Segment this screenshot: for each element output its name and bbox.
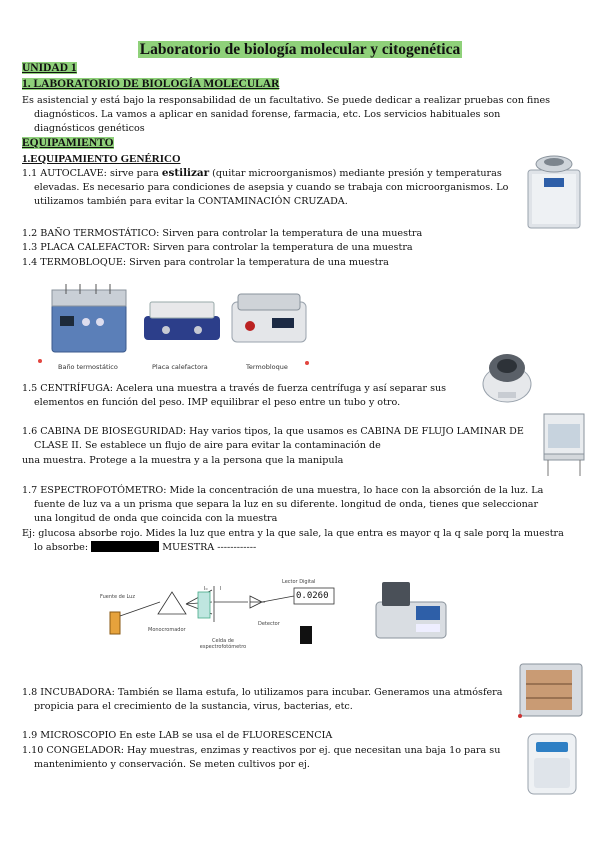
section1-line-1: Es asistencial y está bajo la responsabilidad de un facultativo. Se puede dedicar a realizar pruebas con fines [22,95,551,106]
diagram-cell-label: Celda de espectrofotómetro [199,638,247,650]
diagram-detector: Detector [258,621,280,627]
termobloque-image [228,288,312,346]
centrifuga-line-2: elementos en función del peso. IMP equilibrar el peso entre un tubo y otro. [34,397,401,408]
caption-placa: Placa calefactora [152,363,208,371]
diagram-source-label: Fuente de Luz [100,594,135,600]
unit-heading: UNIDAD 1 [22,62,77,74]
placa-calefactora-image [140,292,224,346]
autoclave-line-2: elevadas. Es necesario para condiciones de asepsia y cuando se trabaja con microorganismos. Lo [34,182,509,193]
autoclave-line-3: utilizamos también para evitar la CONTAMINACIÓN CRUZADA. [34,196,348,207]
espectro-line-4: Ej: glucosa absorbe rojo. Mides la luz que entra y la que sale, la que entra es mayor q la q sale porq la muestra [22,528,564,539]
bano-termostatico-image [46,280,132,358]
cabina-bioseguridad-image [540,412,588,478]
caption-bano: Baño termostático [58,363,118,371]
page-title: Laboratorio de biología molecular y citogenética [139,41,461,58]
congelador-image [520,728,584,798]
section1-heading: 1. LABORATORIO DE BIOLOGÍA MOLECULAR [22,78,280,90]
espectro-line-3: una longitud de onda que coincida con la muestra [34,513,278,524]
diagram-i0-label: I₀ [204,586,208,592]
generic-equipment-heading: 1.EQUIPAMIENTO GENÉRICO [22,153,181,165]
centrifuga-line-1: 1.5 CENTRÍFUGA: Acelera una muestra a través de fuerza centrífuga y así separar sus [22,383,447,394]
espectro-line-2: fuente de luz va a un prisma que separa la luz en su diferente. longitud de onda, tienes que seleccionar [34,499,539,510]
red-dot [38,359,42,363]
diagram-i-label: I [220,586,222,592]
termobloque-text: 1.4 TERMOBLOQUE: Sirven para controlar la temperatura de una muestra [22,257,389,268]
redacted-block [91,541,159,552]
incubadora-line-2: propicia para el crecimiento de la sustancia, virus, bacterias, etc. [34,701,353,712]
autoclave-image [522,150,586,230]
incubadora-line-1: 1.8 INCUBADORA: También se llama estufa, lo utilizamos para incubar. Generamos una atmósfera [22,687,503,698]
equipment-heading: EQUIPAMIENTO [22,137,114,149]
caption-termobloque: Termobloque [246,363,288,371]
congelador-line-1: 1.10 CONGELADOR: Hay muestras, enzimas y reactivos por ej. que necesitan una baja 1o para su [22,745,501,756]
placa-calefactor-text: 1.3 PLACA CALEFACTOR: Sirven para controlar la temperatura de una muestra [22,242,413,253]
microscopio-text: 1.9 MICROSCOPIO En este LAB se usa el de FLUORESCENCIA [22,730,333,741]
espectrofotometro-image [372,576,450,642]
diagram-mono-label: Monocromador [148,627,186,633]
espectro-line-5: lo absorbe: MUESTRA ------------ [34,542,257,553]
congelador-line-2: mantenimiento y conservación. Se meten cultivos por ej. [34,759,310,770]
section1-line-2: diagnósticos. La vamos a aplicar en sanidad forense, farmacia, etc. Los servicios habituales son [34,109,501,120]
incubadora-image [516,660,586,720]
cabina-line-1: 1.6 CABINA DE BIOSEGURIDAD: Hay varios tipos, la que usamos es CABINA DE FLUJO LAMINAR DE [22,426,524,437]
centrifuga-image [480,344,534,406]
diagram-detector-label: Lector Digital [282,579,316,585]
red-dot [518,714,522,718]
diagram-readout: 0.0260 [296,591,329,601]
bano-termostatico-text: 1.2 BAÑO TERMOSTÁTICO: Sirven para controlar la temperatura de una muestra [22,228,423,239]
cabina-line-2: CLASE II. Se establece un flujo de aire para evitar la contaminación de [34,440,381,451]
cabina-line-3: una muestra. Protege a la muestra y a la persona que la manipula [22,455,344,466]
espectro-line-1: 1.7 ESPECTROFOTÓMETRO: Mide la concentración de una muestra, lo hace con la absorción de la luz. La [22,485,544,496]
autoclave-line-1: 1.1 AUTOCLAVE: sirve para estilizar (quitar microorganismos) mediante presión y temperaturas [22,167,502,179]
red-dot [305,361,309,365]
section1-line-3: diagnósticos genéticos [34,123,145,134]
